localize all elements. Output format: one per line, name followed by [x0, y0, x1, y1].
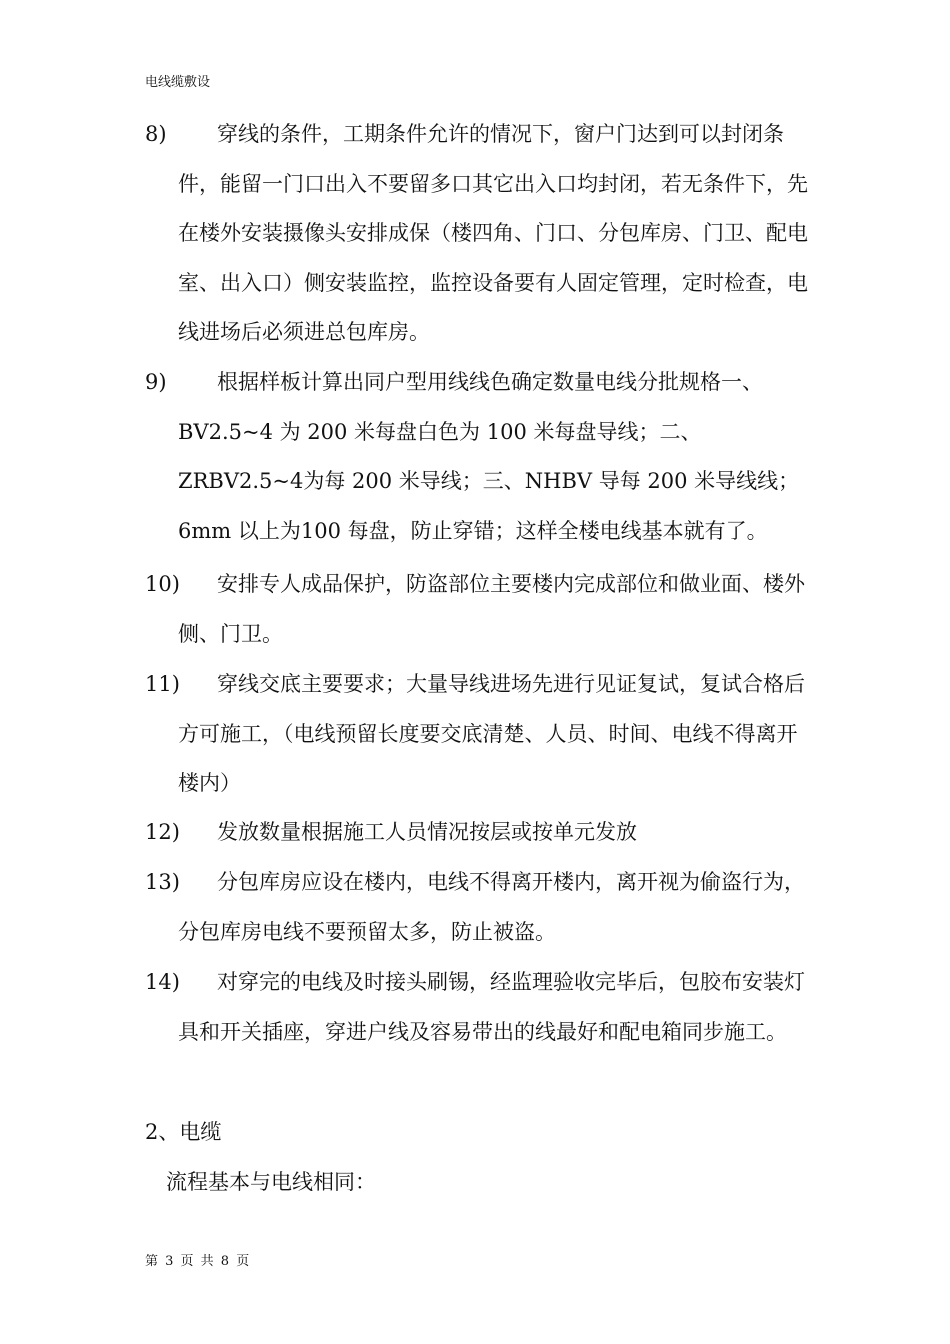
page-footer: 第 3 页 共 8 页 [145, 1254, 250, 1269]
body-paragraph: 流程基本与电线相同： [166, 1170, 376, 1194]
item-text: 穿线的条件，工期条件允许的情况下，窗户门达到可以封闭条件，能留一门口出入不要留多口其它出入口均封闭，若无条件下，先在楼外安装摄像头安排成保（楼四角、门口、分包库房、门卫、配电室、出入口）侧安装监控，监控设备要有人固定管理，定时检查，电线进场后必须进总包库房。 [178, 122, 808, 344]
item-number: 14) [145, 970, 180, 994]
list-item-12 [145, 808, 815, 858]
list-item-13 [145, 858, 815, 957]
item-text: 对穿完的电线及时接头刷锡，经监理验收完毕后，包胶布安装灯具和开关插座，穿进户线及容易带出的线最好和配电箱同步施工。 [178, 970, 805, 1044]
item-text: 穿线交底主要要求；大量导线进场先进行见证复试，复试合格后方可施工，（电线预留长度要交底清楚、人员、时间、电线不得离开楼内） [178, 672, 805, 795]
item-number: 12) [145, 820, 180, 844]
item-number: 11) [145, 672, 180, 696]
section-heading: 2、电缆 [145, 1120, 222, 1144]
list-item-8 [145, 110, 815, 358]
list-item-11 [145, 660, 815, 809]
item-number: 8) [145, 122, 167, 146]
page-header: 电线缆敷设 [145, 75, 211, 90]
list-item-14 [145, 958, 815, 1057]
item-number: 9) [145, 370, 167, 394]
item-text: 根据样板计算出同户型用线线色确定数量电线分批规格一、BV2.5~4 为 200 米每盘白色为 100 米每盘导线；二、ZRBV2.5~4为每 200 米导线；三、NHBV 导每 200 米导线线；6mm 以上为100 每盘，防止穿错；这样全楼电线基本就有了。 [178, 370, 800, 543]
item-number: 10) [145, 572, 180, 596]
item-text: 发放数量根据施工人员情况按层或按单元发放 [217, 820, 637, 844]
list-item-9 [145, 358, 815, 556]
item-text: 安排专人成品保护，防盗部位主要楼内完成部位和做业面、楼外侧、门卫。 [178, 572, 805, 646]
item-text: 分包库房应设在楼内，电线不得离开楼内，离开视为偷盗行为，分包库房电线不要预留太多，防止被盗。 [178, 870, 805, 944]
list-item-10 [145, 560, 815, 659]
item-number: 13) [145, 870, 180, 894]
